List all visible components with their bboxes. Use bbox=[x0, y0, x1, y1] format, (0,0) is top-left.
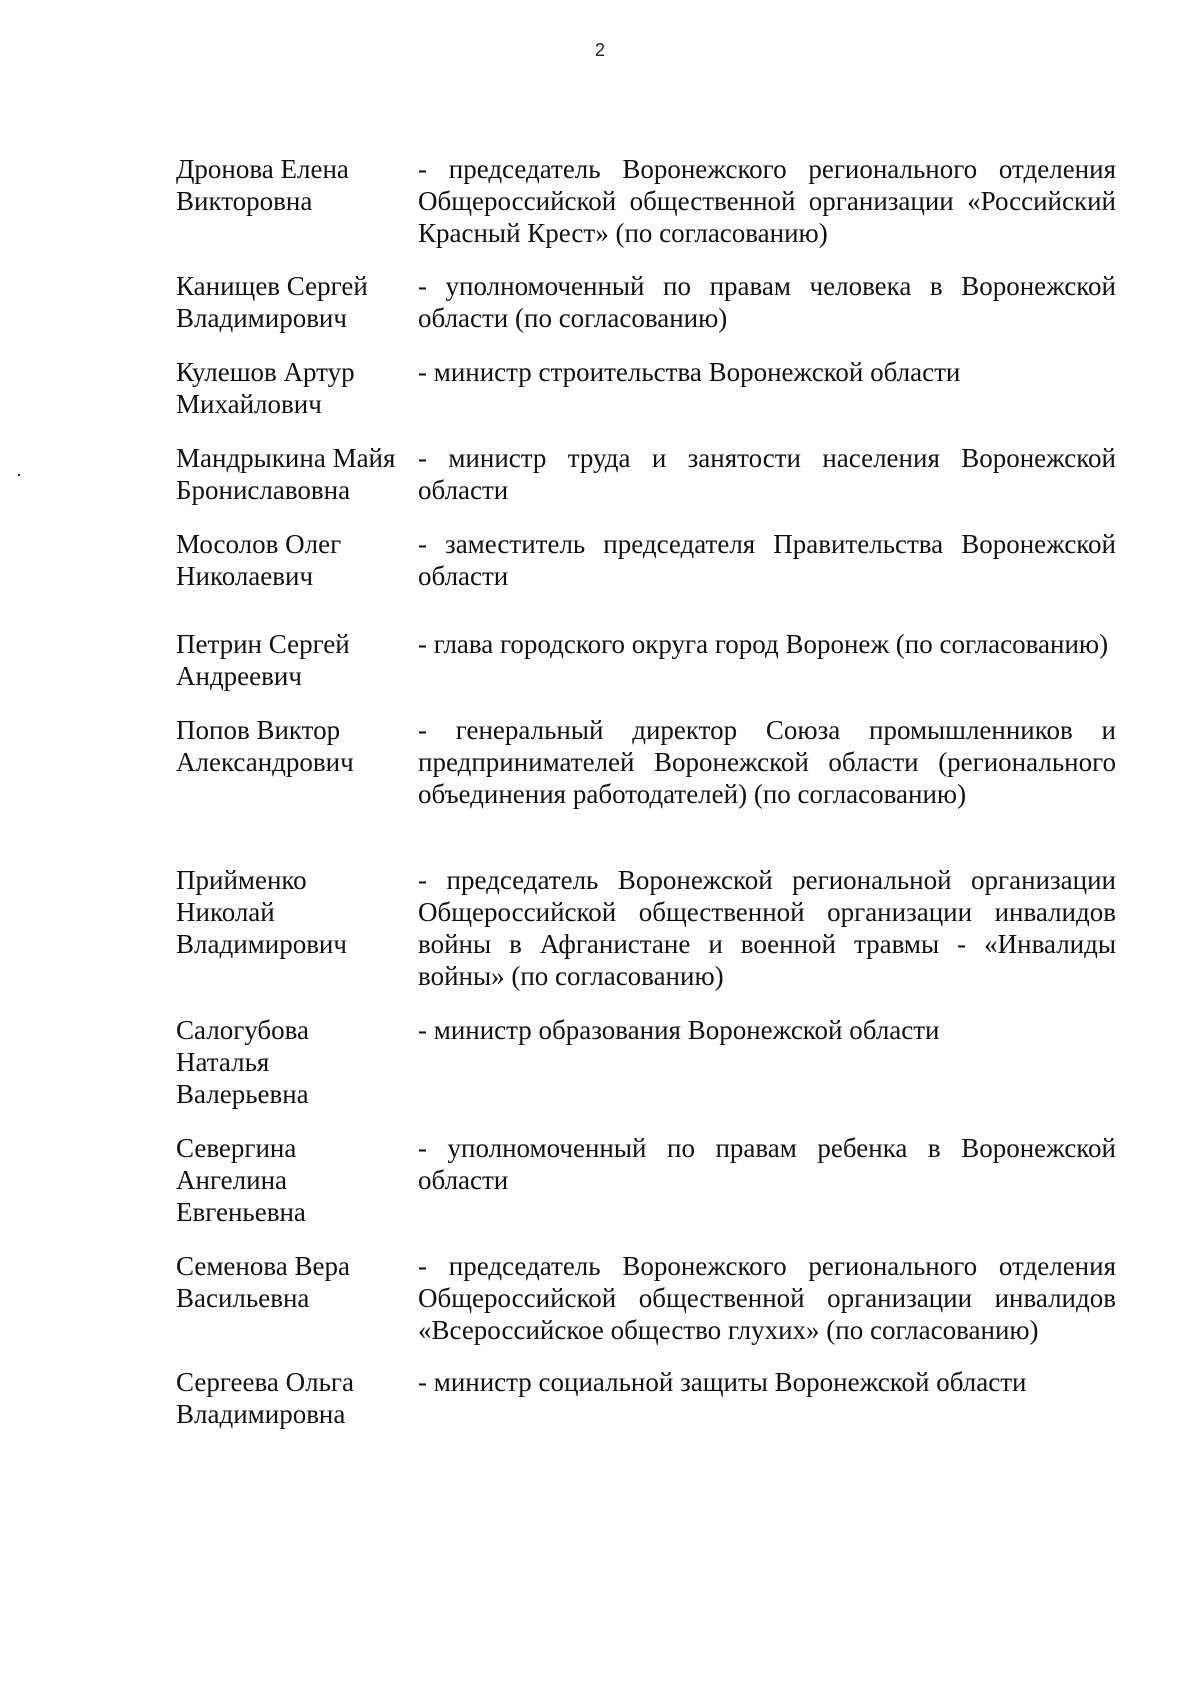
member-role: - генеральный директор Союза промышленников и предпринимателей Воронежской области (регионального объединения работодателей) (по согласованию) bbox=[418, 715, 1116, 809]
member-entry bbox=[176, 1366, 1116, 1430]
member-role: - председатель Воронежского регионального отделения Общероссийской общественной организации инвалидов «Всероссийское общество глухих» (по согласованию) bbox=[418, 1251, 1116, 1345]
member-role: - министр социальной защиты Воронежской области bbox=[418, 1367, 1027, 1397]
member-name: Салогубова Наталья Валерьевна bbox=[176, 1015, 310, 1109]
member-entry bbox=[176, 1014, 1116, 1110]
member-name: Мосолов Олег Николаевич bbox=[176, 529, 342, 591]
member-entry bbox=[176, 628, 1116, 692]
member-role: - председатель Воронежского регионального отделения Общероссийской общественной организации «Российский Красный Крест» (по согласованию) bbox=[418, 154, 1116, 248]
scan-mark bbox=[18, 474, 20, 476]
member-role: - министр строительства Воронежской области bbox=[418, 357, 961, 387]
member-entry bbox=[176, 442, 1116, 506]
member-role: - глава городского округа город Воронеж (по согласованию) bbox=[418, 629, 1109, 659]
member-entry bbox=[176, 714, 1116, 810]
page-number: 2 bbox=[594, 40, 605, 60]
member-name: Дронова Елена Викторовна bbox=[176, 154, 349, 216]
member-entry bbox=[176, 864, 1116, 992]
member-entry bbox=[176, 1132, 1116, 1228]
member-entry bbox=[176, 1250, 1116, 1346]
member-role: - заместитель председателя Правительства Воронежской области bbox=[418, 529, 1116, 591]
member-role: - министр образования Воронежской области bbox=[418, 1015, 940, 1045]
member-entry bbox=[176, 356, 1116, 420]
member-name: Мандрыкина Майя Брониславовна bbox=[176, 443, 396, 505]
member-name: Кулешов Артур Михайлович bbox=[176, 357, 355, 419]
member-role: - председатель Воронежской региональной организации Общероссийской общественной организации инвалидов войны в Афганистане и военной травмы - «Инвалиды войны» (по согласованию) bbox=[418, 865, 1116, 991]
member-name: Сергеева Ольга Владимировна bbox=[176, 1367, 354, 1429]
member-name: Семенова Вера Васильевна bbox=[176, 1251, 350, 1313]
member-name: Севергина Ангелина Евгеньевна bbox=[176, 1133, 306, 1227]
member-name: Попов Виктор Александрович bbox=[176, 715, 354, 777]
member-role: - министр труда и занятости населения Воронежской области bbox=[418, 443, 1116, 505]
member-entry bbox=[176, 528, 1116, 592]
member-entry bbox=[176, 270, 1116, 334]
member-name: Прийменко Николай Владимирович bbox=[176, 865, 347, 959]
member-name: Петрин Сергей Андреевич bbox=[176, 629, 350, 691]
member-role: - уполномоченный по правам человека в Воронежской области (по согласованию) bbox=[418, 271, 1116, 333]
member-role: - уполномоченный по правам ребенка в Воронежской области bbox=[418, 1133, 1116, 1195]
member-name: Канищев Сергей Владимирович bbox=[176, 271, 368, 333]
member-entry bbox=[176, 153, 1116, 249]
